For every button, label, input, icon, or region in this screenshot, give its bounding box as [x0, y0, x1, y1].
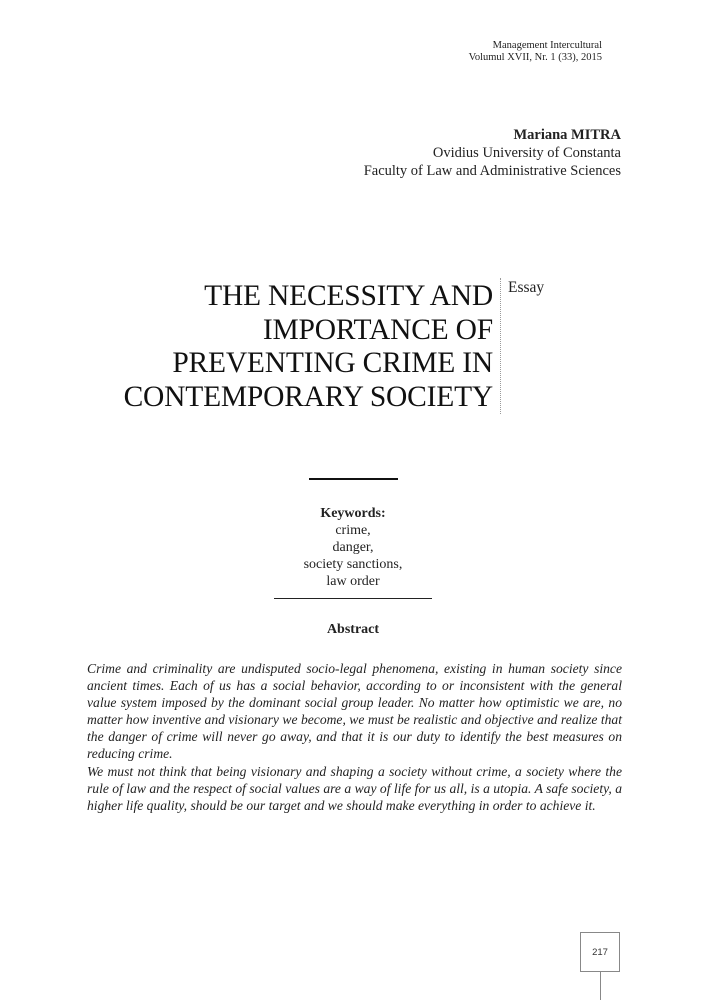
author-name: Mariana MITRA	[513, 127, 621, 143]
author-block	[364, 126, 621, 180]
title-line: PREVENTING CRIME IN	[172, 347, 493, 379]
abstract-paragraph: Crime and criminality are undisputed socio-legal phenomena, existing in human society since ancient times. Each of us has a social behavior, according to or inconsistent with the general value system imposed by the dominant social group leader. No matter how optimistic we are, no matter how inventive and visionary we become, we must be realistic and objective and realize that the danger of crime will never go away, and that it is our duty to identify the best measures on reducing crime.	[87, 661, 622, 762]
abstract-body	[87, 660, 622, 814]
journal-header	[469, 40, 602, 64]
keyword-item: danger,	[332, 540, 374, 555]
keywords-heading: Keywords:	[320, 506, 386, 521]
keyword-item: society sanctions,	[303, 557, 403, 572]
journal-issue: Volumul XVII, Nr. 1 (33), 2015	[468, 52, 602, 63]
keywords-top-rule	[309, 478, 398, 480]
keyword-item: law order	[326, 574, 380, 589]
keyword-item: crime,	[335, 523, 371, 538]
journal-name: Management Intercultural	[492, 40, 602, 51]
article-type: Essay	[508, 279, 545, 296]
page-number-line	[600, 972, 601, 1000]
author-faculty: Faculty of Law and Administrative Sciences	[363, 163, 621, 179]
page-number: 217	[592, 946, 608, 958]
abstract-heading: Abstract	[326, 622, 380, 637]
title-line: THE NECESSITY AND	[204, 280, 493, 312]
title-line: IMPORTANCE OF	[262, 313, 493, 346]
author-university: Ovidius University of Constanta	[432, 145, 621, 161]
title-divider	[500, 278, 501, 414]
article-title	[93, 280, 493, 414]
title-line: CONTEMPORARY SOCIETY	[123, 380, 493, 413]
page-number-box	[580, 932, 620, 972]
keywords-block	[253, 505, 453, 590]
keywords-bottom-rule	[274, 598, 432, 599]
abstract-paragraph: We must not think that being visionary and shaping a society without crime, a society where the rule of law and the respect of social values are a way of life for us all, is a utopia. A safe society, a higher life quality, should be our target and we should make everything in order to achieve it.	[87, 763, 622, 813]
